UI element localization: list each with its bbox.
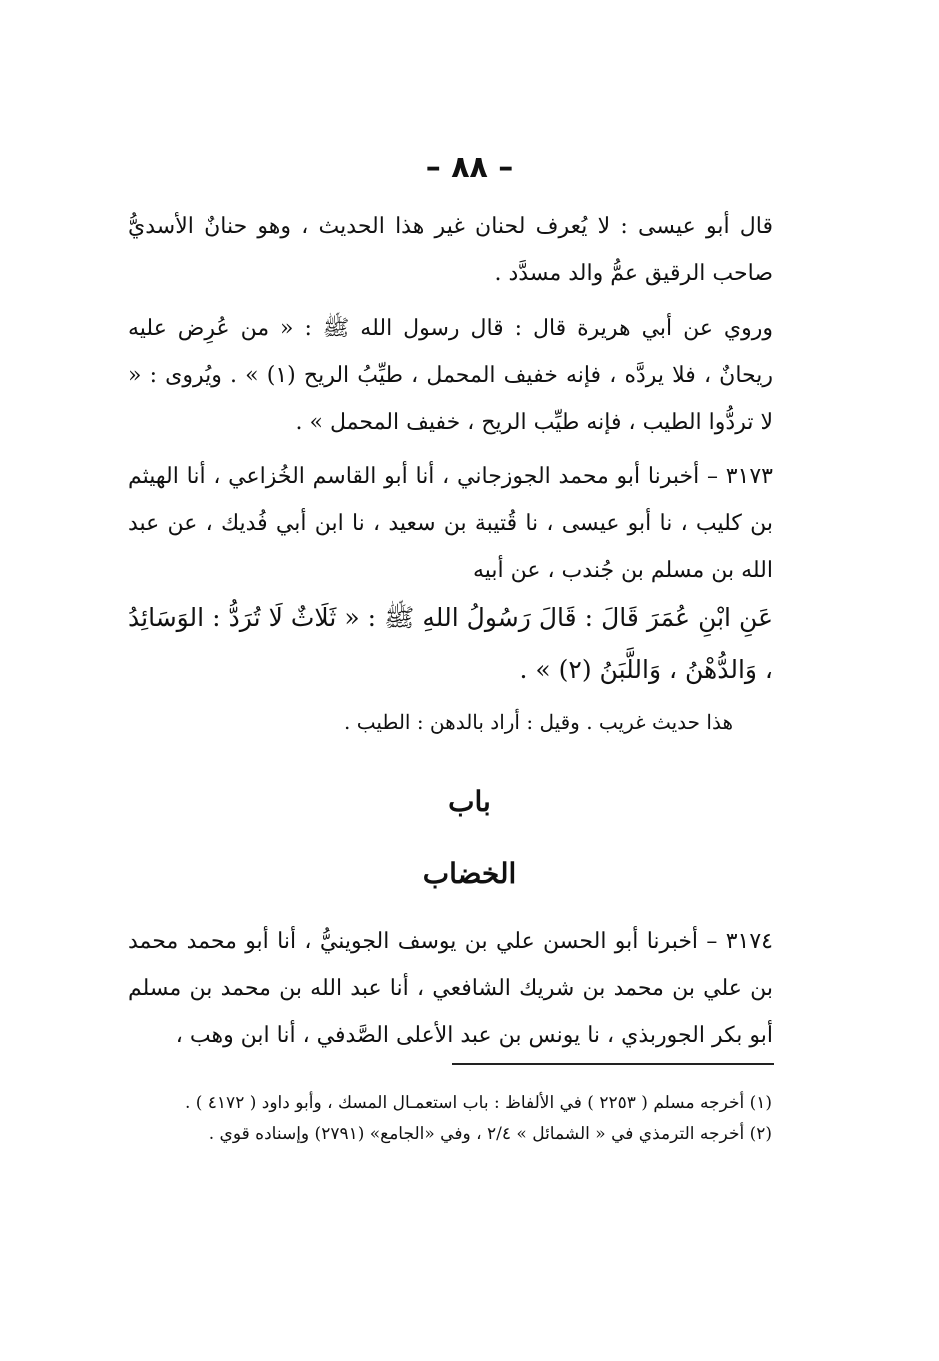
footnote-1: (١) أخرجه مسلم ( ٢٢٥٣ ) في الألفاظ : باب استعمـال المسك ، وأبو داود ( ٤١٧٢ ) . — [184, 1093, 772, 1113]
hadith-3173-isnad: ٣١٧٣ – أخبرنا أبو محمد الجوزجاني ، أنا أبو القاسم الخُزاعي ، أنا الهيثم بن كليب ، نا أبو عيسى ، نا قُتيبة بن سعيد ، نا ابن أبي فُديك ، عن عبد الله بن مسلم بن جُندب ، عن أبيه — [128, 464, 773, 583]
footnotes — [132, 1088, 772, 1150]
hadith-3173-matn — [128, 592, 773, 700]
hadith-3173-matn-text: عَنِ ابْنِ عُمَرَ قَالَ : قَالَ رَسُولُ اللهِ ﷺ : « ثَلَاثٌ لَا تُرَدُّ : الوَسَائِدُ ، وَالدُّهْنُ ، وَاللَّبَنُ (٢) » . — [128, 603, 773, 684]
chapter-title: الخضاب — [422, 857, 517, 890]
text-paragraph-abu-isa-note: قال أبو عيسى : لا يُعرف لحنان غير هذا الحديث ، وهو حنانٌ الأسديُّ صاحب الرقيق عمُّ والد مسدَّد . — [128, 214, 773, 286]
chapter-heading: باب — [448, 785, 491, 818]
page-number: – ٨٨ – — [425, 150, 514, 185]
hadith-3174-isnad: ٣١٧٤ – أخبرنا أبو الحسن علي بن يوسف الجوينيُّ ، أنا أبو محمد محمد بن علي بن محمد بن شريك الشافعي ، أنا عبد الله بن محمد بن مسلم أبو بكر الجوربذي ، نا يونس بن عبد الأعلى الصَّدفي ، أنا ابن وهب ، — [128, 929, 773, 1048]
footnote-2: (٢) أخرجه الترمذي في « الشمائل » ٢/٤ ، وفي «الجامع» (٢٧٩١) وإسناده قوي . — [208, 1124, 772, 1144]
footnote-divider — [452, 1063, 774, 1065]
text-paragraph-abu-hurayra: وروي عن أبي هريرة قال : قال رسول الله ﷺ : « من عُرِض عليه ريحانٌ ، فلا يردَّه ، فإنه خفيف المحمل ، طيِّبُ الريح (١) » . ويُروى : « لا تردُّوا الطيب ، فإنه طيِّب الريح ، خفيف المحمل » . — [128, 316, 773, 435]
hadith-3173-grading: هذا حديث غريب . وقيل : أراد بالدهن : الطيب . — [344, 710, 733, 734]
